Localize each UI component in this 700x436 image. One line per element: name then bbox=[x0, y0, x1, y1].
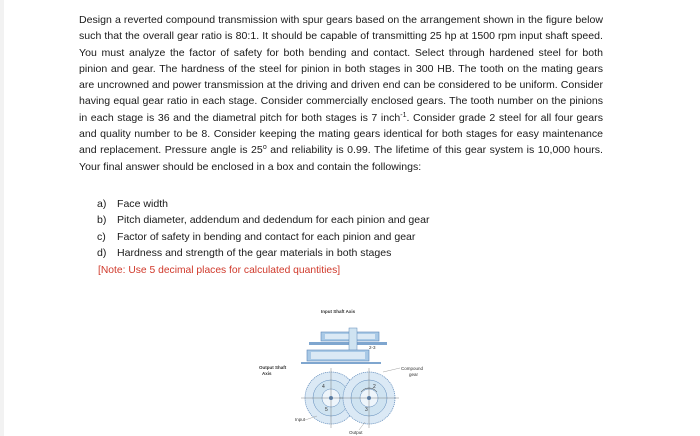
gear-number-2: 2 bbox=[373, 384, 376, 390]
gear-number-3: 3 bbox=[365, 407, 368, 413]
compound-hub bbox=[349, 328, 357, 352]
problem-text-1: Design a reverted compound transmission with spur gears based on the arrangement shown in the figure below such that the overall gear ratio is 80:1. It should be capable of transmitting 25 hp at 1500 rpm input shaft speed. You must analyze the factor of safety for both bending and contact. Select through hardened steel for both pinion and gear. The hardness of the steel for pinion in both stages in 300 HB. The tooth on the mating gears are uncrowned and power transmission at the driving and driven end can be considered to be uniform. Consider having equal gear ratio in each stage. Consider commercially enclosed gears. The tooth number on the pinions in each stage is 36 and the diametral pitch for both stages is 7 inch bbox=[79, 14, 603, 124]
list-text: Face width bbox=[117, 198, 168, 210]
problem-paragraph bbox=[79, 12, 603, 175]
output-leader-line bbox=[359, 422, 365, 430]
list-letter: a) bbox=[97, 198, 107, 210]
output-label: Output bbox=[349, 430, 363, 435]
list-text: Pitch diameter, addendum and dedendum for each pinion and gear bbox=[117, 214, 430, 227]
lower-shaft bbox=[301, 362, 381, 364]
degree-superscript: o bbox=[262, 144, 267, 152]
list-letter: d) bbox=[97, 246, 107, 259]
list-letter: b) bbox=[97, 214, 107, 227]
stage-label: 2-3 bbox=[369, 345, 376, 350]
top-view-gears bbox=[301, 328, 387, 364]
superscript-minus-one: -1 bbox=[400, 111, 407, 119]
compound-label: Compound bbox=[401, 366, 424, 371]
list-item bbox=[97, 229, 430, 245]
axis-label: Axis bbox=[262, 371, 272, 376]
input-shaft-axis-label: Input Shaft Axis bbox=[321, 309, 356, 314]
note-text: [Note: Use 5 decimal places for calculated quantities] bbox=[98, 265, 341, 276]
gear-arrangement-figure bbox=[255, 304, 445, 436]
lower-gear-teeth bbox=[311, 352, 365, 359]
gear-number-4: 4 bbox=[322, 384, 325, 390]
gear-label: gear bbox=[409, 372, 419, 377]
output-shaft-label: Output Shaft bbox=[259, 365, 287, 370]
list-letter: c) bbox=[97, 230, 106, 243]
right-gear-pair bbox=[339, 368, 399, 428]
deliverables-list bbox=[97, 196, 430, 261]
problem-text-3: and reliability is 0.99. The lifetime of this gear system is 10,000 hours. Your final answer should be enclosed in a box and contain the followings: bbox=[79, 144, 603, 173]
list-text: Factor of safety in bending and contact for each pinion and gear bbox=[117, 230, 416, 243]
problem-text-2: . Consider grade 2 steel for all four gears and quality number to be 8. Consider keeping the mating gears identical for both stages for easy maintenance and replacement. Pressure angle is 25 bbox=[79, 111, 603, 157]
list-item bbox=[97, 212, 430, 228]
left-edge bbox=[0, 0, 4, 436]
list-text: Hardness and strength of the gear materials in both stages bbox=[117, 246, 392, 259]
list-item bbox=[97, 245, 430, 261]
compound-leader-line bbox=[383, 368, 400, 372]
gear-diagram bbox=[255, 304, 445, 436]
gear-number-5: 5 bbox=[325, 407, 328, 413]
problem-statement bbox=[79, 12, 603, 175]
list-item bbox=[97, 196, 430, 212]
input-label: Input bbox=[295, 417, 306, 422]
